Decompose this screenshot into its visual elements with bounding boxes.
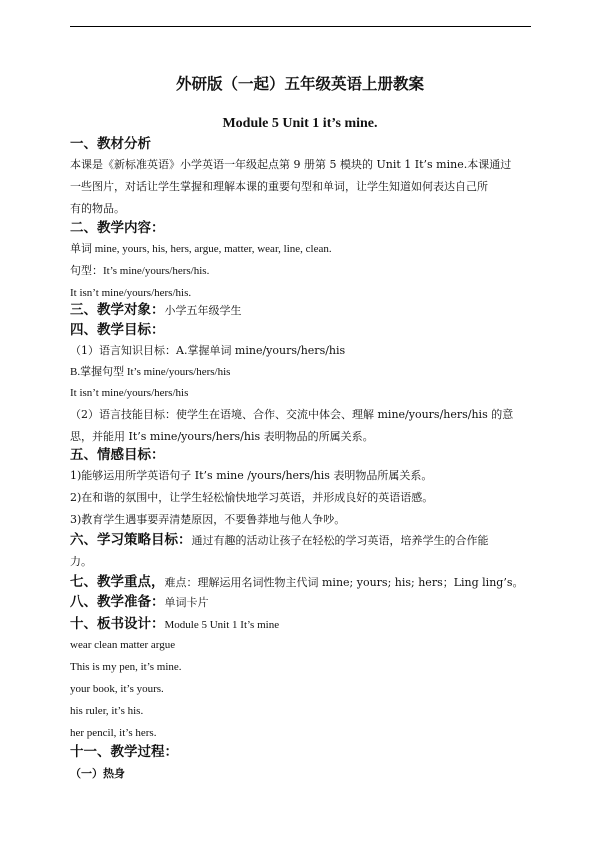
blackboard-line: his ruler, it’s his. bbox=[70, 705, 144, 717]
blackboard-line: your book, it’s yours. bbox=[70, 683, 164, 695]
section-heading-learning-strategy: 六、学习策略目标： bbox=[70, 532, 192, 548]
goal-line: （1）语言知识目标：A.掌握单词 mine/yours/hers/his bbox=[70, 344, 346, 357]
paragraph-line: 有的物品。 bbox=[70, 202, 125, 215]
section-heading-teaching-content: 二、教学内容： bbox=[70, 220, 165, 236]
learning-strategy-text-cont: 力。 bbox=[70, 555, 92, 568]
paragraph-line: 本课是《新标准英语》小学英语一年级起点第 9 册第 5 模块的 Unit 1 It’s mine.本课通过 bbox=[70, 158, 512, 171]
blackboard-title: Module 5 Unit 1 It’s mine bbox=[164, 619, 280, 631]
goal-line: 思，并能用 It’s mine/yours/hers/his 表明物品的所属关系。 bbox=[70, 430, 374, 443]
document-title: 外研版（一起）五年级英语上册教案 bbox=[175, 74, 424, 93]
section-heading-emotional-goals: 五、情感目标： bbox=[70, 447, 165, 463]
emotional-goal-line: 3)教育学生遇事要弄清楚原因，不要鲁莽地与他人争吵。 bbox=[70, 513, 346, 526]
goal-line: （2）语言技能目标：使学生在语境、合作、交流中体会、理解 mine/yours/hers/his 的意 bbox=[70, 408, 514, 421]
blackboard-line: This is my pen, it’s mine. bbox=[70, 661, 182, 673]
blackboard-line: her pencil, it’s hers. bbox=[70, 727, 157, 739]
section-blackboard-design bbox=[70, 616, 540, 632]
section-heading-blackboard-design: 十、板书设计： bbox=[70, 616, 165, 632]
section-heading-teaching-process: 十一、教学过程： bbox=[70, 744, 178, 760]
paragraph-line: 一些图片，对话让学生掌握和理解本课的重要句型和单词，让学生知道如何表达自己所 bbox=[70, 180, 488, 193]
section-heading-textbook-analysis: 一、教材分析 bbox=[70, 136, 151, 152]
section-learning-strategy bbox=[70, 532, 540, 548]
section-heading-teaching-goals: 四、教学目标： bbox=[70, 322, 165, 338]
key-points-text: 难点：理解运用名词性物主代词 mine; yours; his; hers；Ling ling’s。 bbox=[164, 576, 524, 589]
blackboard-line: wear clean matter argue bbox=[70, 639, 176, 651]
process-step-warmup: （一）热身 bbox=[70, 767, 125, 780]
section-heading-preparation: 八、教学准备： bbox=[70, 594, 165, 610]
section-teaching-object bbox=[70, 302, 540, 318]
sentence-pattern-line: 句型：It’s mine/yours/hers/his. bbox=[70, 265, 210, 277]
goal-line: It isn’t mine/yours/hers/his bbox=[70, 387, 189, 399]
section-preparation bbox=[70, 594, 540, 610]
emotional-goal-line: 2)在和谐的氛围中，让学生轻松愉快地学习英语，并形成良好的英语语感。 bbox=[70, 491, 434, 504]
section-key-points bbox=[70, 574, 540, 590]
section-heading-teaching-object: 三、教学对象： bbox=[70, 302, 165, 318]
lesson-subtitle: Module 5 Unit 1 it’s mine. bbox=[222, 116, 378, 131]
section-heading-key-points: 七、教学重点， bbox=[70, 574, 165, 590]
teaching-object-value: 小学五年级学生 bbox=[164, 304, 242, 317]
emotional-goal-line: 1)能够运用所学英语句子 It’s mine /yours/hers/his 表明物品所属关系。 bbox=[70, 469, 433, 482]
header-rule bbox=[70, 26, 531, 27]
learning-strategy-text: 通过有趣的活动让孩子在轻松的学习英语，培养学生的合作能 bbox=[191, 534, 489, 547]
goal-line: B.掌握句型 It’s mine/yours/hers/his bbox=[70, 366, 231, 378]
vocabulary-line: 单词 mine, yours, his, hers, argue, matter, wear, line, clean. bbox=[70, 243, 332, 255]
preparation-text: 单词卡片 bbox=[164, 596, 209, 609]
sentence-pattern-line: It isn’t mine/yours/hers/his. bbox=[70, 287, 192, 299]
